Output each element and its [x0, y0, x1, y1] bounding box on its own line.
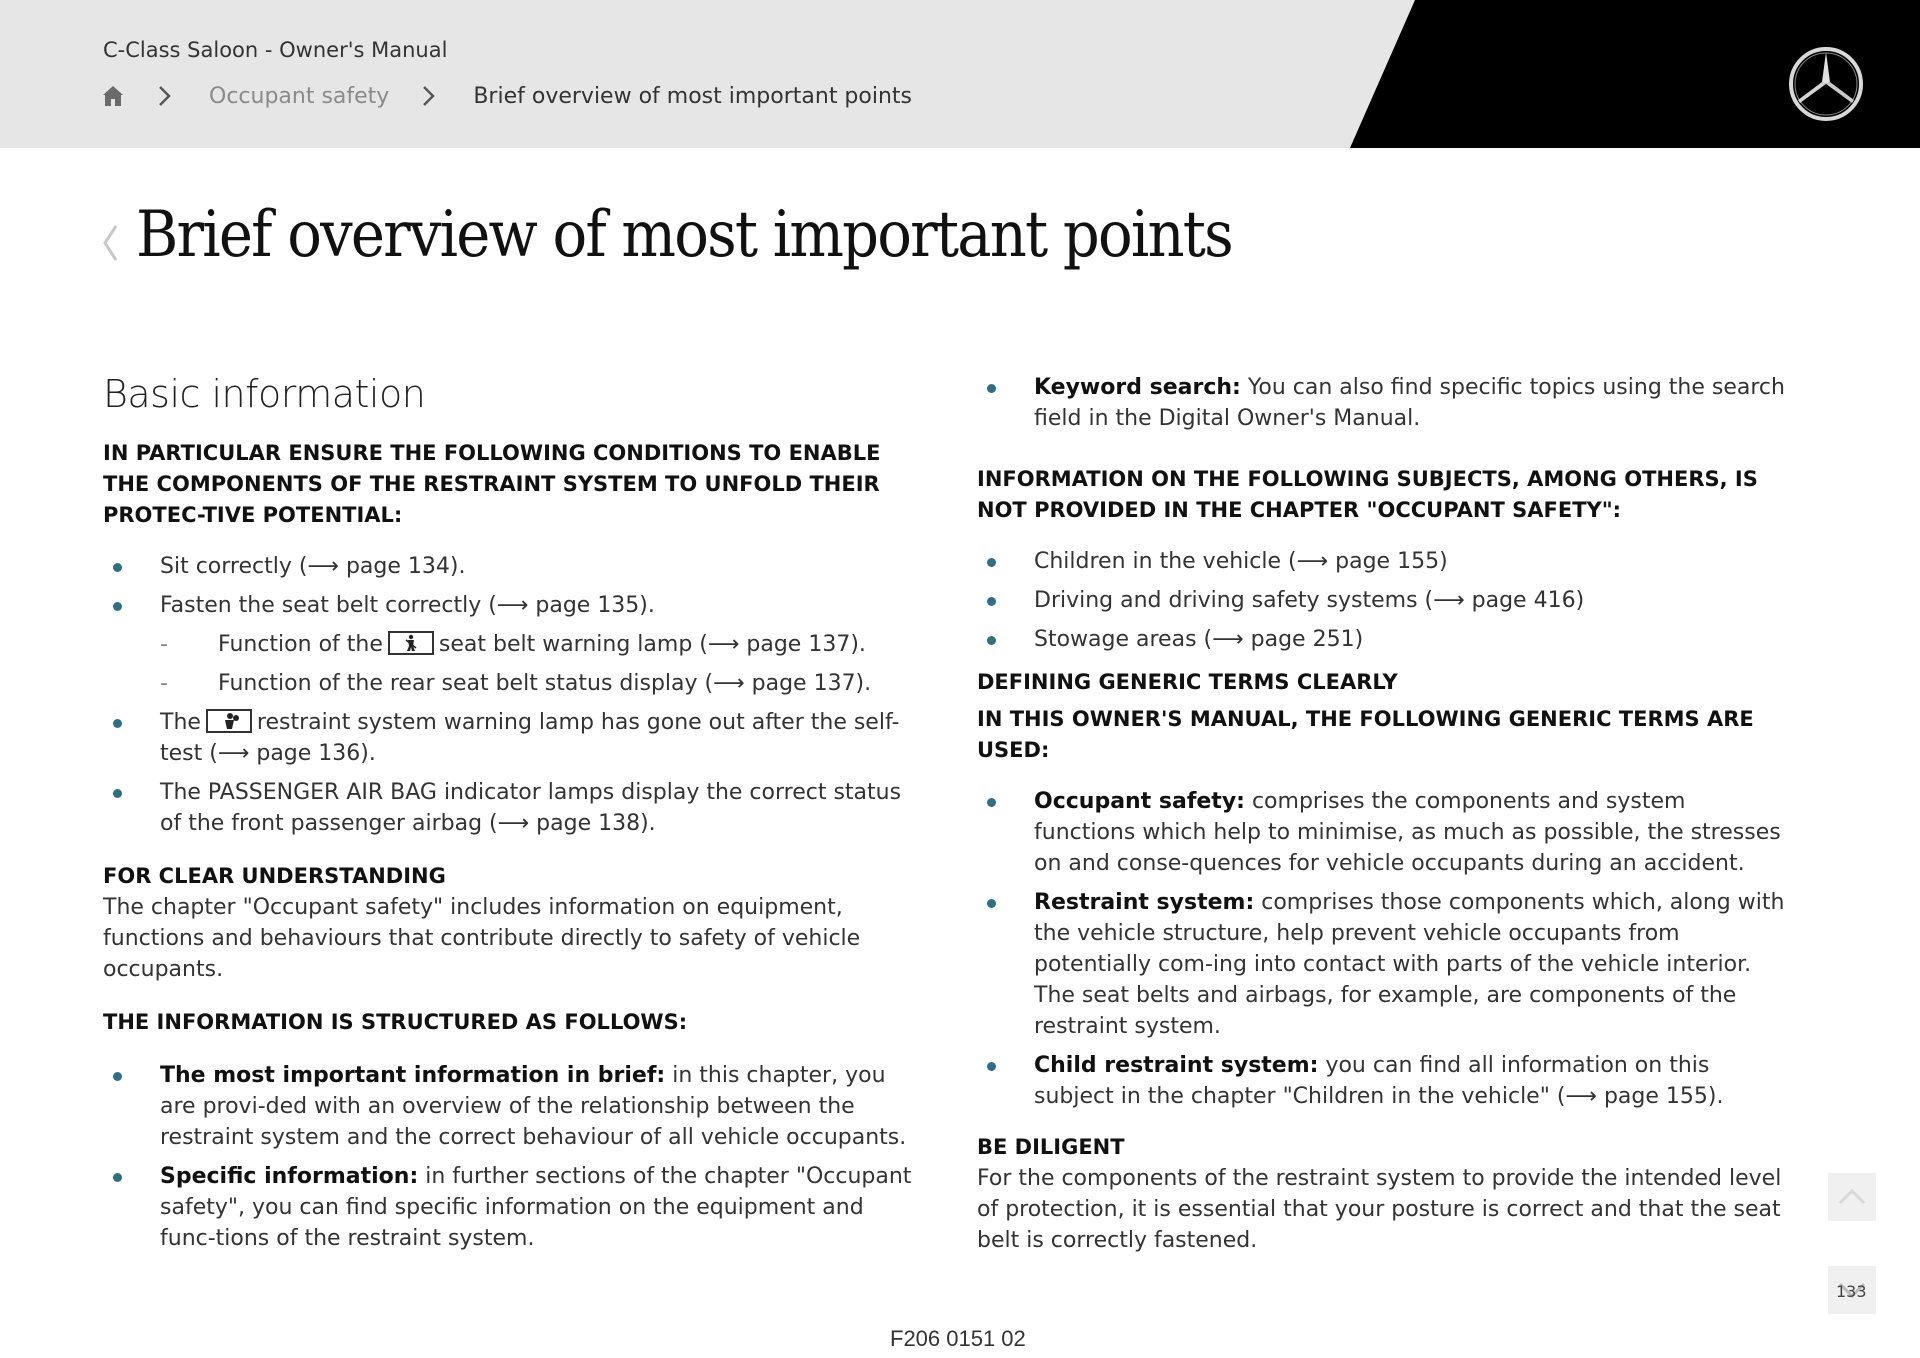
list-item	[103, 777, 913, 839]
home-icon[interactable]	[101, 84, 125, 108]
bullet-icon	[987, 798, 996, 807]
list-item-keyword: Occupant safety:	[1034, 789, 1245, 814]
list-item-text: The PASSENGER AIR BAG indicator lamps display the correct status of the front passenger airbag (⟶ page 138).	[160, 780, 902, 836]
list-item-text: restraint system warning lamp has gone out after the self-test (⟶ page 136).	[160, 710, 900, 766]
list-item-text: Children in the vehicle (⟶ page 155)	[1034, 549, 1448, 574]
breadcrumb-current: Brief overview of most important points	[473, 83, 913, 109]
be-diligent-heading: BE DILIGENT	[977, 1135, 1125, 1159]
page-number: 133	[1836, 1282, 1867, 1301]
list-item-text: seat belt warning lamp (⟶ page 137).	[438, 632, 866, 657]
dash-marker: -	[160, 671, 168, 696]
not-provided-list	[977, 546, 1787, 655]
bullet-icon	[987, 899, 996, 908]
chevron-right-icon	[419, 84, 439, 108]
mercedes-star-logo[interactable]	[1788, 46, 1864, 122]
clear-understanding-text: The chapter "Occupant safety" includes information on equipment, functions and behaviours that contribute directly to safety of vehicle occupants.	[103, 895, 861, 982]
list-item	[977, 786, 1787, 879]
keyword-search-list	[977, 372, 1787, 434]
list-item-text: comprises those components which, along with the vehicle structure, help prevent vehicle occupants from potentially com-ing into contact with parts of the vehicle interior. The seat belts and airbags, for example, are components of the restraint system.	[1034, 890, 1785, 1039]
list-item	[103, 590, 913, 621]
header-bar	[0, 0, 1920, 148]
bullet-icon	[987, 384, 996, 393]
bullet-icon	[987, 597, 996, 606]
sub-list-item	[103, 629, 913, 660]
left-column	[103, 370, 913, 1262]
bullet-icon	[987, 1062, 996, 1071]
clear-understanding-heading: FOR CLEAR UNDERSTANDING	[103, 864, 446, 888]
structure-list	[103, 1060, 913, 1254]
list-item-text: Fasten the seat belt correctly (⟶ page 135).	[160, 593, 655, 618]
seat-belt-warning-icon	[388, 631, 434, 655]
conditions-heading: IN PARTICULAR ENSURE THE FOLLOWING CONDITIONS TO ENABLE THE COMPONENTS OF THE RESTRAINT SYSTEM TO UNFOLD THEIR PROTEC-TIVE POTENTIAL:	[103, 441, 881, 527]
list-item-text: you can find all information on this subject in the chapter "Children in the vehicle" (⟶ page 155).	[1034, 1053, 1724, 1109]
list-item-text: Driving and driving safety systems (⟶ page 416)	[1034, 588, 1585, 613]
bullet-icon	[113, 602, 122, 611]
bullet-icon	[113, 563, 122, 572]
list-item-text: Sit correctly (⟶ page 134).	[160, 554, 466, 579]
list-item-text: Function of the	[218, 632, 383, 657]
bullet-icon	[987, 636, 996, 645]
structure-heading: THE INFORMATION IS STRUCTURED AS FOLLOWS:	[103, 1010, 688, 1034]
defining-terms-heading: DEFINING GENERIC TERMS CLEARLY	[977, 670, 1398, 694]
sub-list	[103, 629, 913, 699]
list-item	[103, 707, 913, 769]
list-item-keyword: Keyword search:	[1034, 375, 1241, 400]
terms-list	[977, 786, 1787, 1112]
conditions-list-cont	[103, 707, 913, 839]
list-item	[103, 551, 913, 582]
list-item-keyword: Restraint system:	[1034, 890, 1255, 915]
list-item	[977, 887, 1787, 1042]
list-item-text: comprises the components and system functions which help to minimise, as much as possible, the stresses on and conse-quences for vehicle occupants during an accident.	[1034, 789, 1781, 876]
list-item-keyword: The most important information in brief:	[160, 1063, 666, 1088]
bullet-icon	[113, 789, 122, 798]
list-item-text: in this chapter, you are provi-ded with an overview of the relationship between the restraint system and the correct behaviour of all vehicle occupants.	[160, 1063, 907, 1150]
list-item-text: Stowage areas (⟶ page 251)	[1034, 627, 1364, 652]
list-item	[977, 372, 1787, 434]
restraint-system-warning-icon	[206, 709, 252, 733]
list-item-text: You can also find specific topics using the search field in the Digital Owner's Manual.	[1034, 375, 1785, 431]
list-item	[977, 624, 1787, 655]
bullet-icon	[113, 719, 122, 728]
bullet-icon	[987, 558, 996, 567]
list-item	[103, 1161, 913, 1254]
breadcrumb	[101, 80, 912, 112]
list-item-text: in further sections of the chapter "Occupant safety", you can find specific information on the equipment and func-tions of the restraint system.	[160, 1164, 912, 1251]
not-provided-heading: INFORMATION ON THE FOLLOWING SUBJECTS, AMONG OTHERS, IS NOT PROVIDED IN THE CHAPTER "OCCUPANT SAFETY":	[977, 467, 1758, 522]
bullet-icon	[113, 1072, 122, 1081]
list-item	[977, 546, 1787, 577]
right-column	[977, 372, 1787, 1256]
list-item	[977, 1050, 1787, 1112]
conditions-list	[103, 551, 913, 621]
page-title: Brief overview of most important points	[136, 198, 1232, 272]
generic-terms-heading: IN THIS OWNER'S MANUAL, THE FOLLOWING GENERIC TERMS ARE USED:	[977, 707, 1754, 762]
dash-marker: -	[160, 632, 168, 657]
list-item-keyword: Specific information:	[160, 1164, 419, 1189]
list-item	[977, 585, 1787, 616]
scroll-up-button[interactable]	[1828, 1173, 1876, 1221]
list-item-text: The	[160, 710, 201, 735]
chevron-right-icon	[155, 84, 175, 108]
bullet-icon	[113, 1173, 122, 1182]
section-heading: Basic information	[103, 372, 426, 416]
list-item-text: Function of the rear seat belt status display (⟶ page 137).	[218, 671, 872, 696]
be-diligent-text: For the components of the restraint system to provide the intended level of protection, it is essential that your posture is correct and that the seat belt is correctly fastened.	[977, 1166, 1782, 1253]
back-chevron-icon[interactable]	[100, 222, 120, 264]
breadcrumb-occupant-safety[interactable]: Occupant safety	[209, 83, 390, 109]
manual-title: C-Class Saloon - Owner's Manual	[103, 38, 448, 62]
sub-list-item	[103, 668, 913, 699]
document-code: F206 0151 02	[890, 1326, 1026, 1351]
list-item-keyword: Child restraint system:	[1034, 1053, 1319, 1078]
list-item	[103, 1060, 913, 1153]
